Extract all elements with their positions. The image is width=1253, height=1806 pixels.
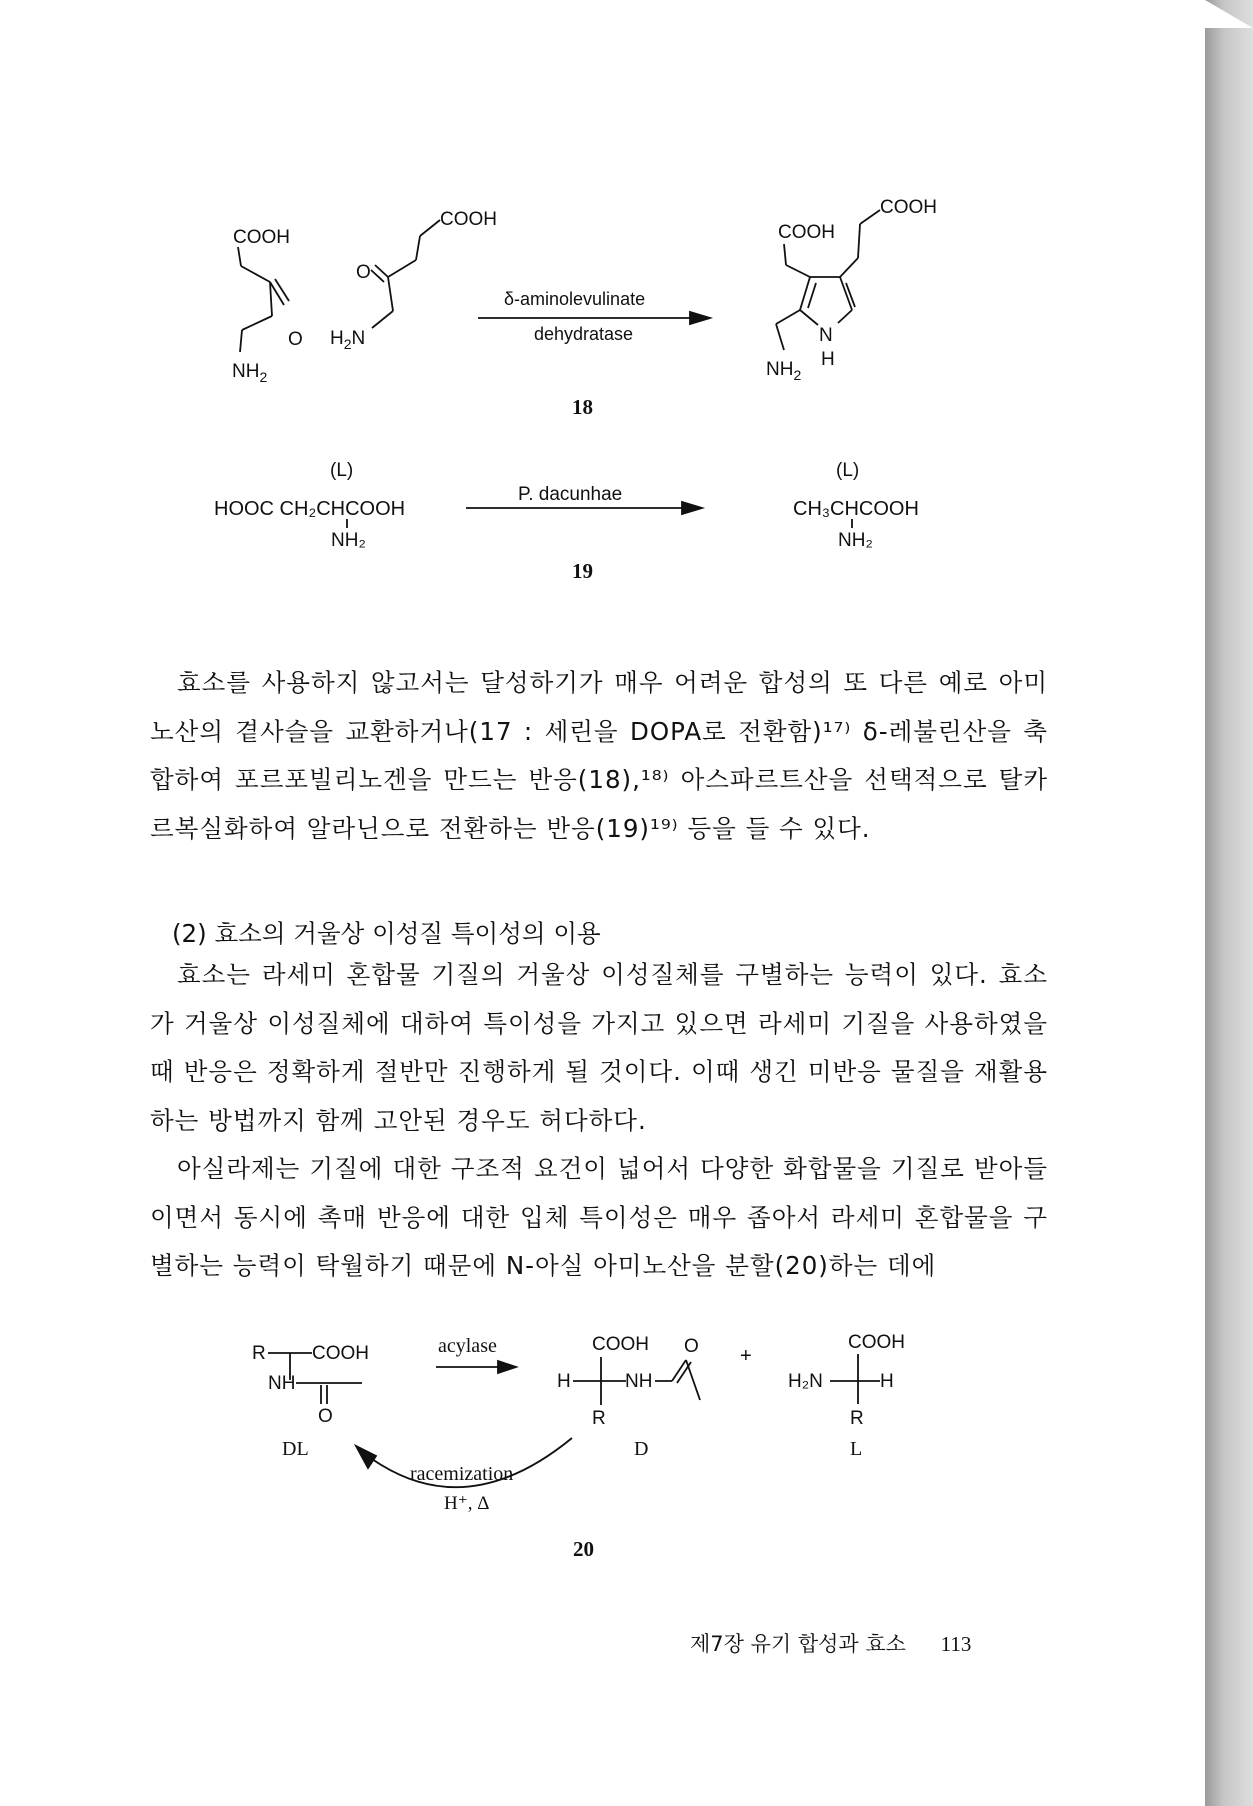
r18-product-nh2: $NH_2$ <box>766 359 802 383</box>
r19-product-formula: CH₃CHCOOH <box>793 498 919 520</box>
r20-h-l: H <box>880 1371 894 1392</box>
r18-product-n: N <box>819 325 833 346</box>
r18-label: 18 <box>572 395 593 419</box>
r18-o-2: O <box>356 262 371 283</box>
chapter-title: 제7장 유기 합성과 효소 <box>690 1632 906 1656</box>
r20-racemization: racemization <box>410 1463 514 1485</box>
r20-r-left: R <box>252 1343 266 1364</box>
r20-h2n-l: H₂N <box>788 1371 823 1392</box>
r19-organism: P. dacunhae <box>518 484 623 505</box>
section-heading: (2) 효소의 거울상 이성질 특이성의 이용 <box>172 919 601 948</box>
r20-plus: + <box>740 1345 752 1367</box>
paragraph-2-text: 효소는 라세미 혼합물 기질의 거울상 이성질체를 구별하는 능력이 있다. 효소가 거울상 이성질체에 대하여 특이성을 가지고 있으면 라세미 기질을 사용하였을 때 반응은 정확하게 절반만 진행하게 될 것이다. 이때 생긴 미반응 물질을 재활용하는 방법까지 함께 고안된 경우도 허다하다. <box>150 960 1048 1135</box>
r18-product-h: H <box>821 349 835 370</box>
r20-cooh-l: COOH <box>848 1332 905 1353</box>
r19-label: 19 <box>572 559 593 583</box>
r19-product-config: (L) <box>836 460 860 481</box>
r20-h-d: H <box>557 1371 571 1392</box>
r18-product-cooh-a: COOH <box>778 222 835 243</box>
r20-conditions: H⁺, Δ <box>444 1493 490 1514</box>
r20-o-d: O <box>684 1336 699 1357</box>
paragraph-2 <box>150 951 1048 1291</box>
r18-enzyme-line1: δ-aminolevulinate <box>504 289 646 309</box>
r20-enzyme: acylase <box>438 1335 497 1357</box>
r20-r-l: R <box>850 1408 864 1429</box>
r18-h2n-2: $H_2N$ <box>330 328 366 352</box>
r20-label-l: L <box>850 1438 863 1460</box>
r20-cooh-d: COOH <box>592 1334 649 1355</box>
r19-reactant-nh2: NH₂ <box>331 530 366 551</box>
paragraph-3-text: 아실라제는 기질에 대한 구조적 요건이 넓어서 다양한 화합물을 기질로 받아들이면서 동시에 촉매 반응에 대한 입체 특이성은 매우 좁아서 라세미 혼합물을 구별하는 능력이 탁월하기 때문에 N-아실 아미노산을 분할(20)하는 데에 <box>150 1154 1048 1280</box>
paragraph-1 <box>150 659 1048 853</box>
reaction-20-scheme <box>0 1310 1205 1600</box>
r20-o-left: O <box>318 1406 333 1427</box>
reaction-18-scheme <box>0 0 1205 440</box>
paragraph-1-text: 효소를 사용하지 않고서는 달성하기가 매우 어려운 합성의 또 다른 예로 아미노산의 곁사슬을 교환하거나(17 : 세린을 DOPA로 전환함)¹⁷⁾ δ-레불린산을 축합하여 포르포빌리노겐을 만드는 반응(18),¹⁸⁾ 아스파르트산을 선택적으로 탈카르복실화하여 알라닌으로 전환하는 반응(19)¹⁹⁾ 등을 들 수 있다. <box>150 668 1048 843</box>
r20-cooh-left: COOH <box>312 1343 369 1364</box>
r20-label-d: D <box>634 1438 649 1460</box>
r18-cooh-1: COOH <box>233 227 290 248</box>
r18-o-1: O <box>288 329 303 350</box>
page-footer <box>690 1628 971 1658</box>
r18-nh2-1: $NH_2$ <box>232 361 268 385</box>
r19-reactant-formula: HOOC CH₂CHCOOH <box>214 498 406 520</box>
r19-reactant-config: (L) <box>330 460 354 481</box>
r20-nh-d: NH <box>625 1371 653 1392</box>
r18-enzyme-line2: dehydratase <box>534 324 634 344</box>
r20-label-dl: DL <box>282 1438 309 1460</box>
reaction-19-scheme <box>0 440 1205 590</box>
r20-nh-left: NH <box>268 1373 296 1394</box>
r20-r-d: R <box>592 1408 606 1429</box>
r20-label: 20 <box>573 1537 594 1561</box>
r18-product-cooh-b: COOH <box>880 197 937 218</box>
page-edge-shadow <box>1205 0 1253 1806</box>
r18-cooh-2: COOH <box>440 209 497 230</box>
page-number: 113 <box>940 1632 972 1656</box>
r19-product-nh2: NH₂ <box>838 530 873 551</box>
